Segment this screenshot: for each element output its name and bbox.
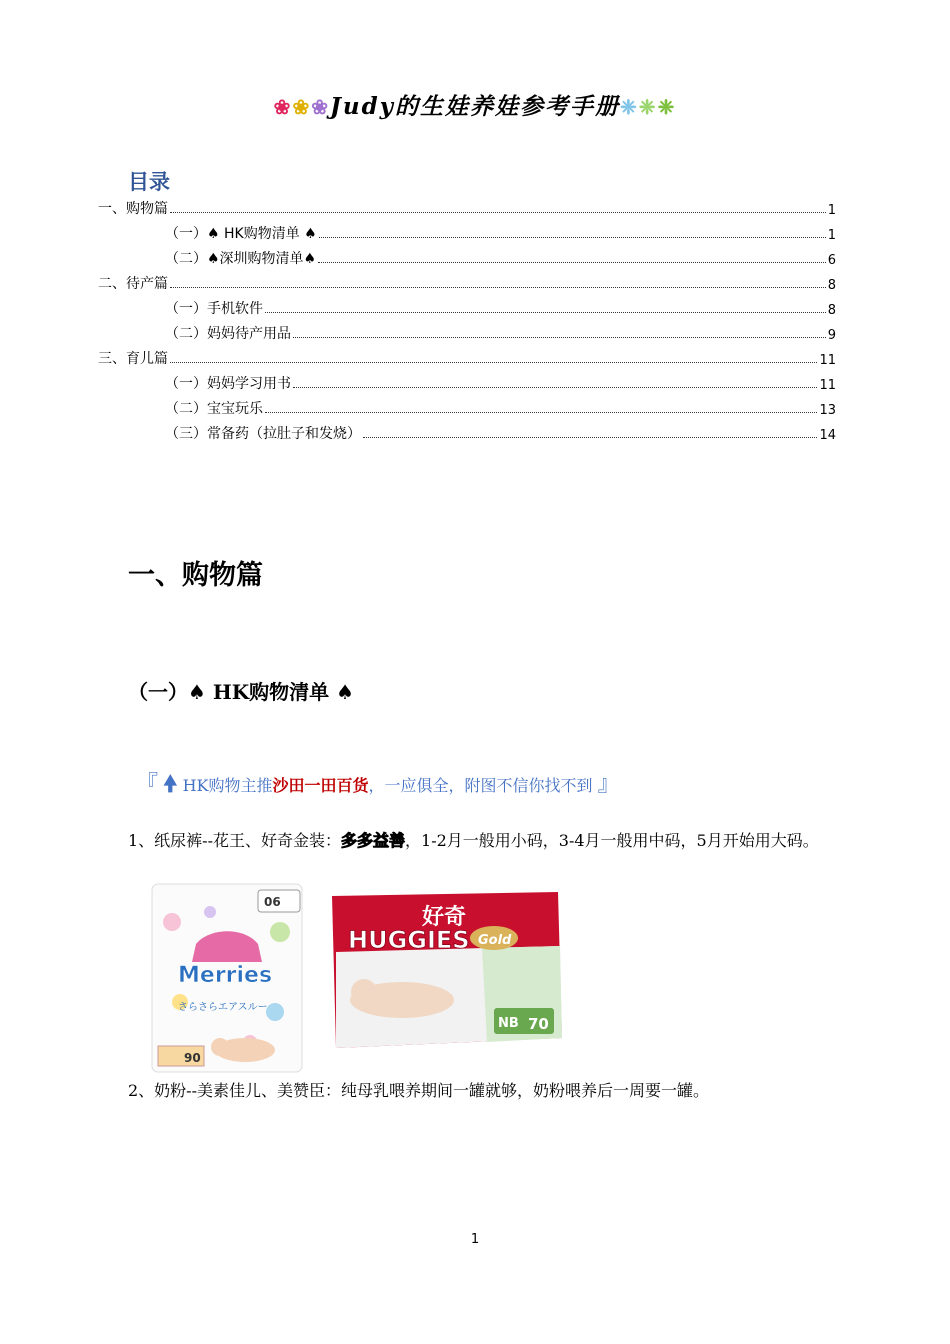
toc-entry-page: 14 (819, 428, 836, 443)
subsection-heading: （一）♠ HK购物清单 ♠ (128, 680, 355, 704)
toc-leader (363, 437, 817, 438)
toc-entry[interactable] (98, 273, 836, 293)
toc-leader (318, 262, 826, 263)
toc-entry[interactable] (165, 223, 836, 243)
item-outlined-text: 多多益善 (341, 831, 406, 850)
huggies-diaper-image (322, 888, 568, 1052)
toc-entry-page: 1 (827, 203, 836, 218)
toc-entry-label: 二、待产篇 (98, 276, 168, 292)
huggies-size-label: NB (498, 1016, 519, 1031)
note-suffix: ，一应俱全，附图不信你找不到 (368, 776, 593, 795)
toc-entry-page: 6 (827, 253, 836, 268)
toc-entry[interactable] (98, 198, 836, 218)
huggies-brand: HUGGIES (348, 926, 470, 954)
flower-icon: ❀ (311, 95, 330, 119)
open-bracket: 『 (136, 772, 159, 797)
toc-entry-label: （二）妈妈待产用品 (165, 326, 291, 342)
merries-brand: Merries (178, 963, 273, 988)
toc-entry-page: 8 (827, 303, 836, 318)
merries-size-label: 90 (184, 1051, 201, 1065)
toc-entry-page: 13 (819, 403, 836, 418)
flower-icon: ❀ (292, 95, 312, 119)
toc-entry[interactable] (165, 373, 836, 393)
toc-entry-label: （一）妈妈学习用书 (165, 376, 291, 392)
toc-entry-label: （三）常备药（拉肚子和发烧） (165, 426, 361, 442)
toc-entry-label: （二）♠深圳购物清单♠ (165, 251, 317, 267)
toc-leader (170, 212, 826, 213)
toc-entry-page: 9 (827, 328, 836, 343)
note-prefix: HK购物主推 (182, 776, 273, 795)
section-heading: 一、购物篇 (128, 560, 263, 591)
toc-leader (319, 237, 826, 238)
toc-leader (293, 387, 817, 388)
toc-entry[interactable] (165, 248, 836, 268)
merries-diaper-image (150, 882, 304, 1074)
toc-entry[interactable] (165, 423, 836, 443)
list-item (128, 828, 840, 854)
flower-icon: ❀ (273, 95, 293, 119)
toc-heading: 目录 (128, 170, 170, 194)
toc-leader (265, 412, 817, 413)
toc-entry[interactable] (165, 323, 836, 343)
toc-entry-label: 三、育儿篇 (98, 351, 168, 367)
toc-entry[interactable] (98, 348, 836, 368)
merries-pack-label: 06 (264, 895, 281, 909)
close-bracket: 』 (597, 772, 620, 797)
huggies-gold-label: Gold (478, 933, 512, 948)
toc-entry[interactable] (165, 298, 836, 318)
toc-leader (170, 362, 817, 363)
toc-entry-label: 一、购物篇 (98, 201, 168, 217)
up-arrow-icon: 🠝 (163, 771, 178, 797)
toc-entry-page: 11 (819, 378, 836, 393)
toc-entry-page: 1 (827, 228, 836, 243)
note-highlight: 沙田一田百货 (272, 776, 369, 795)
toc-entry-label: （一）♠ HK购物清单 ♠ (165, 226, 317, 242)
flower-icon: ❈ (657, 95, 677, 119)
hk-shopping-note (136, 767, 620, 805)
document-title-text: Judy的生娃养娃参考手册 (329, 93, 621, 120)
toc-leader (265, 312, 826, 313)
toc-entry[interactable] (165, 398, 836, 418)
huggies-count: 70 (528, 1015, 549, 1033)
document-title (0, 88, 950, 121)
item-text-suffix: ，1-2月一般用小码，3-4月一般用中码，5月开始用大码。 (405, 831, 819, 850)
merries-sub: さらさらエアスルー (178, 1002, 268, 1013)
toc-entry-label: （二）宝宝玩乐 (165, 401, 263, 417)
toc-entry-page: 8 (827, 278, 836, 293)
list-item: 2、奶粉--美素佳儿、美赞臣：纯母乳喂养期间一罐就够，奶粉喂养后一周要一罐。 (128, 1081, 709, 1100)
page-number: 1 (470, 1232, 480, 1247)
flower-icon: ❈ (638, 95, 658, 119)
item-text-prefix: 1、纸尿裤--花王、好奇金装： (128, 831, 341, 850)
flower-icon: ❈ (620, 95, 639, 119)
toc-leader (170, 287, 826, 288)
huggies-cn-brand: 好奇 (422, 905, 467, 930)
toc-entry-page: 11 (819, 353, 836, 368)
toc-entry-label: （一）手机软件 (165, 301, 263, 317)
toc-leader (293, 337, 826, 338)
